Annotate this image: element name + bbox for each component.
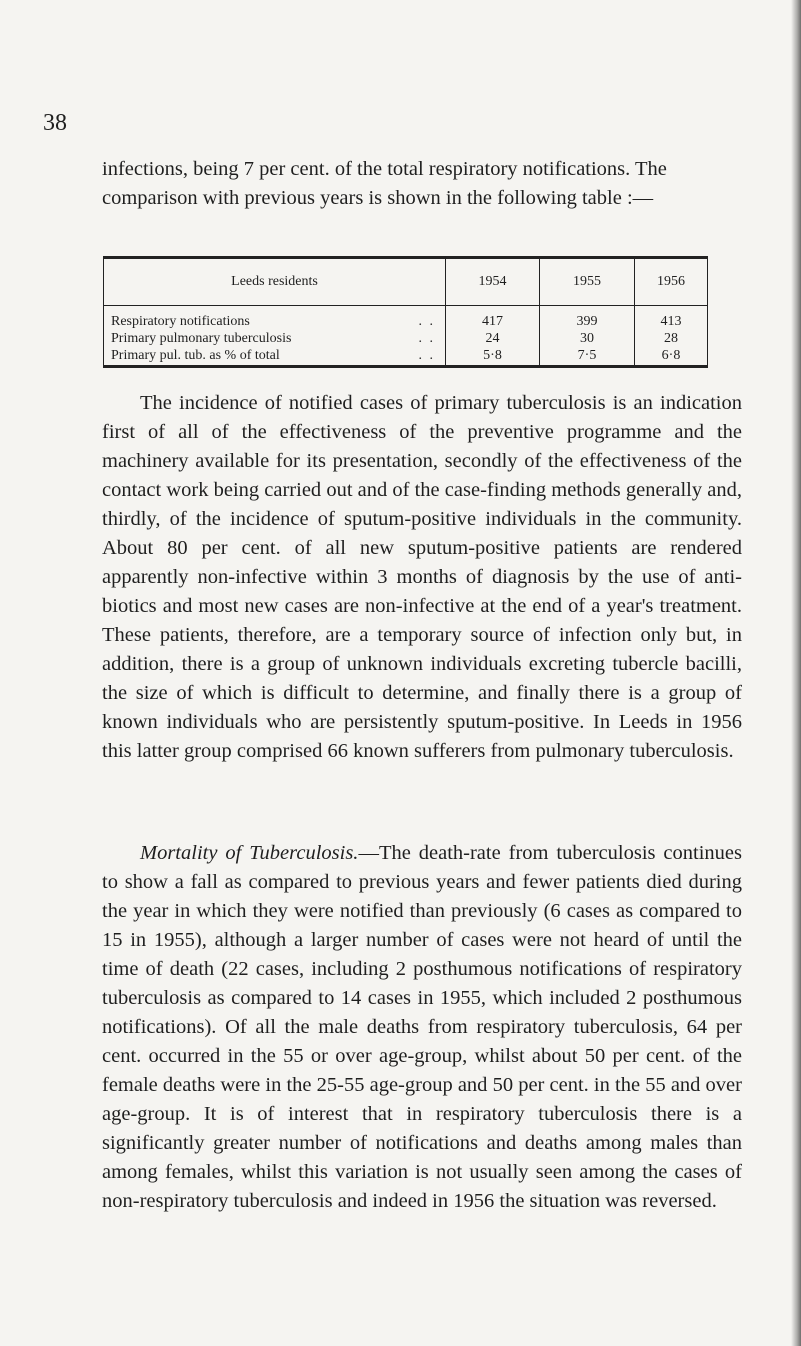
table-cell: 28 <box>664 331 678 346</box>
mortality-title: Mortality of Tuberculosis. <box>140 842 359 864</box>
table-row <box>111 347 445 364</box>
paragraph-text: The incidence of notified cases of primary tuberculosis is an indication first of all of the effectiveness of the preventive programme and the machinery available for its presentation, secondly of the effectiveness of the contact work being carried out and of the case-finding methods generally and, thirdly, of the incidence of sputum-positive individuals in the community. About 80 per cent. of all new sputum-positive patients are rendered apparently non-infective within 3 months of diagnosis by the use of anti-biotics and most new cases are non-infective at the end of a year's treatment. These patients, therefore, are a temporary source of infection only but, in addition, there is a group of unknown individuals excreting tubercle bacilli, the size of which is difficult to determine, and finally there is a group of known individuals who are persistently sputum-positive. In Leeds in 1956 this latter group comprised 66 known sufferers from pulmonary tuberculosis. <box>102 392 742 762</box>
column-1955-values <box>540 306 635 366</box>
row-label: Respiratory notifications <box>111 314 250 329</box>
leader-dots: . . <box>418 331 435 346</box>
header-1956: 1956 <box>635 259 708 306</box>
table-cell: 413 <box>660 314 682 329</box>
leader-dots: . . <box>418 314 435 329</box>
column-1954-values <box>446 306 540 366</box>
intro-paragraph: infections, being 7 per cent. of the total respiratory notifications. The comparison with previous years is shown in the following table :— <box>102 158 667 209</box>
header-1955: 1955 <box>540 259 635 306</box>
table-body-row <box>104 306 707 366</box>
header-leeds-residents: Leeds residents <box>104 259 446 306</box>
table-cell: 30 <box>580 331 594 346</box>
page-number: 38 <box>43 110 67 136</box>
leader-dots: . . <box>418 348 435 363</box>
table-row <box>111 330 445 347</box>
paragraph-text: —The death-rate from tuberculosis continues to show a fall as compared to previous years and fewer patients died during the year in which they were notified than previously (6 cases as compared to 15 in 1955), although a larger number of cases were not heard of until the time of death (22 cases, including 2 posthumous notifications of respiratory tuberculosis as compared to 14 cases in 1955, which included 2 posthumous notifications). Of all the male deaths from respiratory tuberculosis, 64 per cent. occurred in the 55 or over age-group, whilst about 50 per cent. of the female deaths were in the 25-55 age-group and 50 per cent. in the 55 and over age-group. It is of interest that in respiratory tuberculosis there is a significantly greater number of notifications and deaths among males than among females, whilst this variation is not usually seen among the cases of non-respiratory tuberculosis and indeed in 1956 the situation was reversed. <box>102 842 743 1212</box>
primary-tuberculosis-paragraph <box>102 389 742 766</box>
table-cell: 7·5 <box>577 348 597 363</box>
page-edge-shadow <box>791 0 801 1346</box>
table-header-row <box>104 259 707 306</box>
row-label: Primary pul. tub. as % of total <box>111 348 280 363</box>
table-cell: 417 <box>482 314 503 329</box>
column-1956-values <box>635 306 708 366</box>
table-cell: 24 <box>485 331 500 346</box>
header-1954: 1954 <box>446 259 540 306</box>
comparison-table <box>103 256 708 368</box>
table-cell: 6·8 <box>661 348 681 363</box>
row-labels-cell <box>104 306 446 366</box>
row-label: Primary pulmonary tuberculosis <box>111 331 292 346</box>
table-cell: 5·8 <box>483 348 502 363</box>
table-cell: 399 <box>576 314 598 329</box>
table-row <box>111 313 445 330</box>
mortality-paragraph <box>102 839 742 1216</box>
